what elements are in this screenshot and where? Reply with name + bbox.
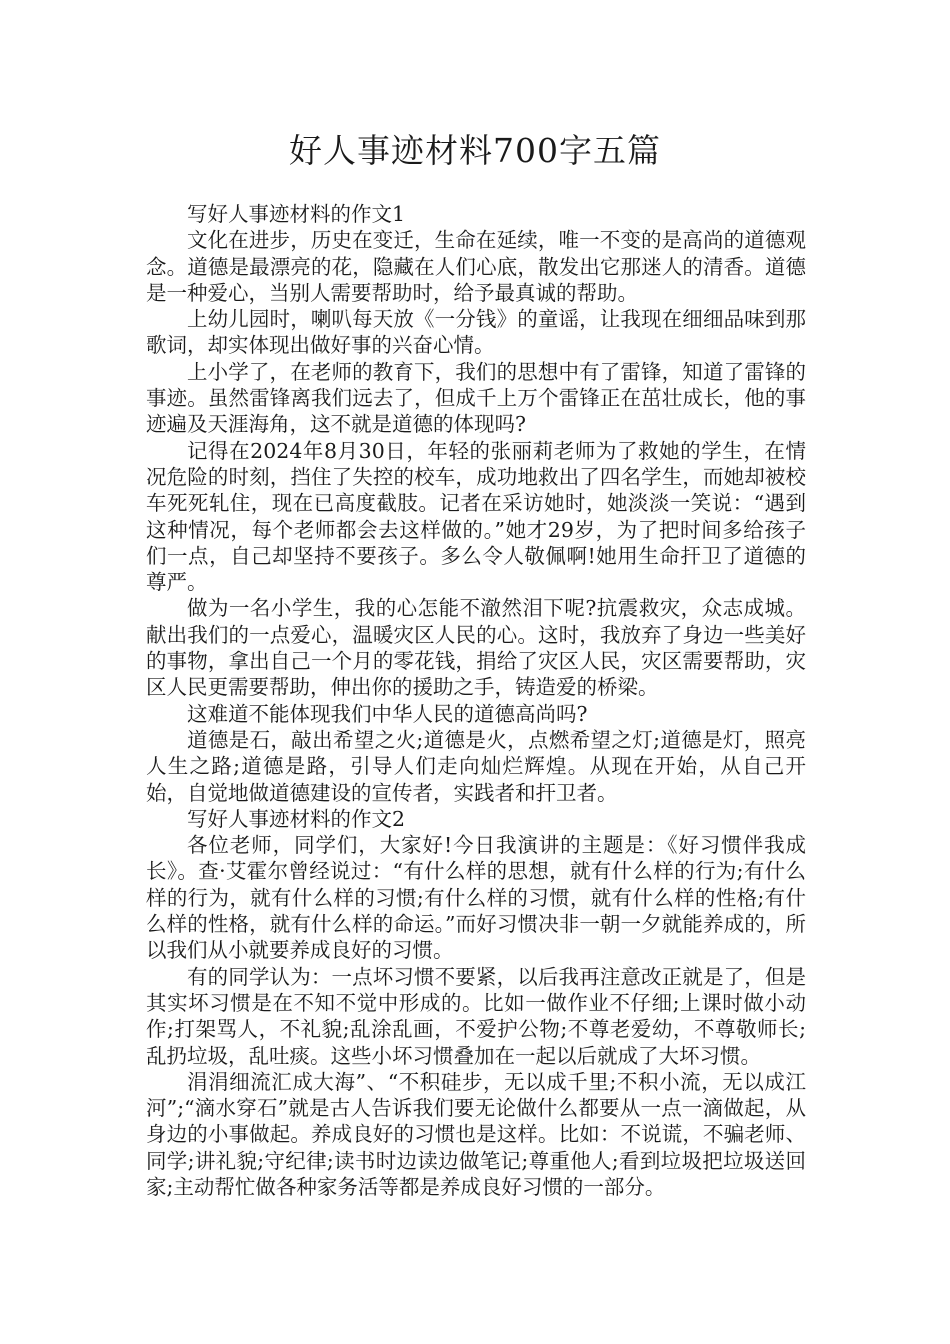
paragraph: 上小学了，在老师的教育下，我们的思想中有了雷锋，知道了雷锋的事迹。虽然雷锋离我们远去了，但成千上万个雷锋正在茁壮成长，他的事迹遍及天涯海角，这不就是道德的体现吗?	[146, 359, 806, 437]
paragraph: 道德是石，敲出希望之火;道德是火，点燃希望之灯;道德是灯，照亮人生之路;道德是路，引导人们走向灿烂辉煌。从现在开始，从自己开始，自觉地做道德建设的宣传者，实践者和扞卫者。	[146, 727, 806, 805]
paragraph: 涓涓细流汇成大海”、“不积硅步，无以成千里;不积小流，无以成江河”;“滴水穿石”就是古人告诉我们要无论做什么都要从一点一滴做起，从身边的小事做起。养成良好的习惯也是这样。比如：不说谎，不骗老师、同学;讲礼貌;守纪律;读书时边读边做笔记;尊重他人;看到垃圾把垃圾送回家;主动帮忙做各种家务活等都是养成良好习惯的一部分。	[146, 1069, 806, 1199]
paragraph: 上幼儿园时，喇叭每天放《一分钱》的童谣，让我现在细细品味到那歌词，却实体现出做好事的兴奋心情。	[146, 307, 806, 358]
paragraph: 有的同学认为：一点坏习惯不要紧，以后我再注意改正就是了，但是其实坏习惯是在不知不觉中形成的。比如一做作业不仔细;上课时做小动作;打架骂人，不礼貌;乱涂乱画，不爱护公物;不尊老爱幼，不尊敬师长;乱扔垃圾，乱吐痰。这些小坏习惯叠加在一起以后就成了大坏习惯。	[146, 964, 806, 1068]
document-title: 好人事迹材料700字五篇	[289, 131, 661, 170]
paragraph: 记得在2024年8月30日，年轻的张丽莉老师为了救她的学生，在情况危险的时刻，挡住了失控的校车，成功地救出了四名学生，而她却被校车死死轧住，现在已高度截肢。记者在采访她时，她淡淡一笑说：“遇到这种情况，每个老师都会去这样做的。”她才29岁，为了把时间多给孩子们一点，自己却坚持不要孩子。多么令人敬佩啊!她用生命扞卫了道德的尊严。	[146, 438, 806, 595]
document-body	[146, 201, 806, 1200]
paragraph: 各位老师，同学们，大家好!今日我演讲的主题是：《好习惯伴我成长》。查·艾霍尔曾经说过：“有什么样的思想，就有什么样的行为;有什么样的行为，就有什么样的习惯;有什么样的习惯，就有什么样的性格;有什么样的性格，就有什么样的命运。”而好习惯决非一朝一夕就能养成的，所以我们从小就要养成良好的习惯。	[146, 833, 806, 963]
essay-heading-2: 写好人事迹材料的作文2	[187, 806, 406, 831]
paragraph: 做为一名小学生，我的心怎能不澈然泪下呢?抗震救灾，众志成城。献出我们的一点爱心，温暖灾区人民的心。这时，我放弃了身边一些美好的事物，拿出自己一个月的零花钱，捐给了灾区人民，灾区需要帮助，灾区人民更需要帮助，伸出你的援助之手，铸造爱的桥梁。	[146, 596, 806, 700]
essay-heading-1: 写好人事迹材料的作文1	[187, 202, 406, 226]
paragraph: 这难道不能体现我们中华人民的道德高尚吗?	[187, 701, 588, 726]
paragraph: 文化在进步，历史在变迁，生命在延续，唯一不变的是高尚的道德观念。道德是最漂亮的花，隐藏在人们心底，散发出它那迷人的清香。道德是一种爱心，当别人需要帮助时，给予最真诚的帮助。	[146, 228, 806, 305]
